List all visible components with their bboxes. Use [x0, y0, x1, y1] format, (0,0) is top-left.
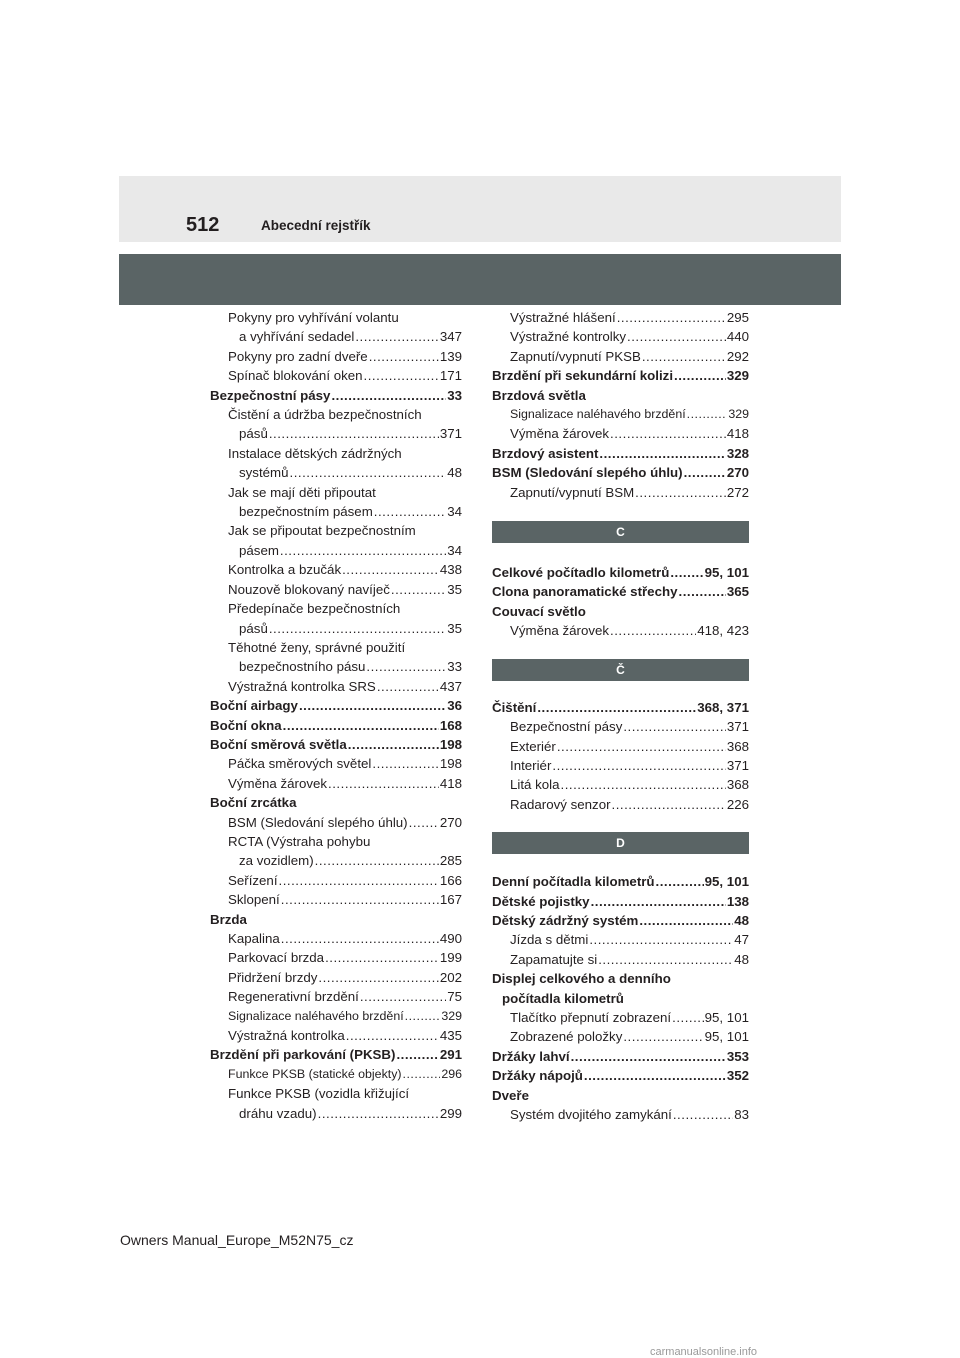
footer-manual-id: Owners Manual_Europe_M52N75_cz — [120, 1232, 354, 1248]
index-entry — [210, 405, 462, 424]
index-entry-text: a vyhřívání sedadel — [239, 329, 355, 345]
dot-leader — [318, 968, 438, 987]
index-entry-text: systémů — [239, 465, 289, 481]
section-header-d: D — [492, 832, 749, 854]
index-entry-text: Interiér — [510, 757, 552, 773]
index-entry — [492, 911, 749, 930]
dot-leader — [372, 754, 438, 773]
index-entry — [210, 424, 462, 443]
index-page-ref: 418 — [726, 426, 749, 442]
dot-leader — [342, 560, 439, 579]
index-entry-text: Předepínače bezpečnostních — [228, 601, 401, 617]
dot-leader — [328, 774, 439, 793]
index-entry — [210, 619, 462, 638]
index-entry-text: Brzdový asistent — [492, 445, 599, 461]
index-entry-text: Boční zrcátka — [210, 795, 297, 811]
index-entry-text: Jízda s dětmi — [510, 932, 589, 948]
index-page-ref: 418, 423 — [697, 623, 749, 639]
index-page-ref: 371 — [726, 757, 749, 773]
index-entry — [210, 463, 462, 482]
dot-leader — [283, 716, 439, 735]
index-entry — [210, 638, 462, 657]
dot-leader — [374, 502, 446, 521]
index-entry-text: Dětský zádržný systém — [492, 912, 639, 928]
index-entry-text: Displej celkového a denního — [492, 971, 671, 987]
index-page-ref: 34 — [447, 542, 462, 558]
index-page-ref: 440 — [726, 329, 749, 345]
index-entry — [210, 677, 462, 696]
dot-leader — [331, 386, 446, 405]
index-entry-text: pásem — [239, 542, 279, 558]
dot-leader — [318, 1104, 439, 1123]
index-entry-text: Zobrazené položky — [510, 1029, 623, 1045]
index-page-ref: 48 — [734, 912, 749, 928]
index-entry-text: Držáky lahví — [492, 1048, 570, 1064]
index-entry-text: Výstražná kontrolka SRS — [228, 678, 376, 694]
dot-leader — [591, 892, 726, 911]
index-entry-text: Exteriér — [510, 738, 556, 754]
dot-leader — [348, 735, 439, 754]
index-entry-text: Brzdová světla — [492, 387, 586, 403]
index-page-ref: 295 — [726, 310, 749, 325]
index-page-ref: 226 — [726, 796, 749, 812]
dot-leader — [656, 872, 704, 891]
index-group-d — [492, 872, 749, 1124]
index-page-ref: 95, 101 — [704, 565, 749, 581]
index-page-ref: 138 — [726, 893, 749, 909]
dot-leader — [366, 657, 446, 676]
dot-leader — [617, 308, 726, 327]
index-page-ref: 368, 371 — [697, 699, 749, 715]
index-entry-text: Čištění — [492, 699, 537, 715]
index-entry-text: Výstražné hlášení — [510, 310, 616, 325]
index-entry — [492, 582, 749, 601]
index-entry — [210, 366, 462, 385]
dot-leader — [325, 948, 439, 967]
index-entry — [492, 698, 749, 717]
index-entry — [492, 405, 749, 424]
index-entry-text: Clona panoramatické střechy — [492, 584, 678, 600]
dot-leader — [280, 541, 446, 560]
dot-leader — [589, 930, 733, 949]
index-entry — [210, 910, 462, 929]
index-entry-text: Zapnutí/vypnutí PKSB — [510, 348, 641, 364]
index-entry-text: Dětské pojistky — [492, 893, 590, 909]
index-page-ref: 368 — [726, 777, 749, 793]
index-page-ref: 438 — [439, 562, 462, 578]
index-entry — [492, 717, 749, 736]
index-page-ref: 270 — [439, 814, 462, 830]
index-entry — [492, 327, 749, 346]
dot-leader — [673, 1105, 733, 1124]
dot-leader — [281, 929, 439, 948]
index-entry — [210, 696, 462, 715]
index-page-ref: 329 — [728, 407, 749, 422]
dot-leader — [610, 621, 696, 640]
index-entry — [492, 950, 749, 969]
dot-leader — [403, 1065, 441, 1084]
index-page-ref: 166 — [439, 872, 462, 888]
index-entry-text: počítadla kilometrů — [502, 990, 624, 1006]
dot-leader — [684, 463, 726, 482]
index-entry — [492, 366, 749, 385]
index-entry — [492, 563, 749, 582]
dot-leader — [364, 366, 439, 385]
index-entry — [210, 987, 462, 1006]
index-page-ref: 296 — [441, 1066, 462, 1081]
dot-leader — [299, 696, 446, 715]
index-entry-text: Pokyny pro zadní dveře — [228, 348, 368, 364]
index-page-ref: 329 — [726, 368, 749, 384]
index-entry-text: Jak se připoutat bezpečnostním — [228, 523, 416, 539]
index-entry-text: pásů — [239, 620, 268, 636]
index-entry — [492, 483, 749, 502]
index-group-c-caron — [492, 698, 749, 814]
index-page-ref: 202 — [439, 969, 462, 985]
section-header-c: C — [492, 521, 749, 543]
dot-leader — [639, 911, 733, 930]
index-entry-text: Přidržení brzdy — [228, 969, 318, 985]
index-entry-text: Tlačítko přepnutí zobrazení — [510, 1009, 672, 1025]
index-page-ref: 83 — [734, 1107, 749, 1122]
index-entry — [210, 968, 462, 987]
index-entry — [492, 347, 749, 366]
dot-leader — [627, 327, 726, 346]
index-entry-text: RCTA (Výstraha pohybu — [228, 833, 371, 849]
dot-leader — [269, 424, 439, 443]
index-entry — [210, 832, 462, 851]
index-entry — [210, 599, 462, 618]
index-entry-text: Jak se mají děti připoutat — [228, 484, 376, 500]
index-page-ref: 167 — [439, 892, 462, 908]
index-entry-text: Parkovací brzda — [228, 950, 325, 966]
index-entry-text: Výměna žárovek — [510, 426, 610, 442]
index-entry — [210, 327, 462, 346]
dot-leader — [346, 1026, 439, 1045]
index-entry-text: Výstražná kontrolka — [228, 1028, 345, 1044]
index-entry — [492, 1027, 749, 1046]
index-entry-text: Páčka směrových světel — [228, 756, 372, 772]
index-entry-text: Funkce PKSB (statické objekty) — [228, 1066, 402, 1081]
index-entry-text: Instalace dětských zádržných — [228, 445, 402, 461]
index-page-ref: 490 — [439, 931, 462, 946]
index-entry — [492, 1086, 749, 1105]
dot-leader — [623, 1027, 703, 1046]
index-entry — [492, 424, 749, 443]
index-entry-text: Kapalina — [228, 931, 280, 946]
dot-leader — [355, 327, 439, 346]
index-entry — [492, 775, 749, 794]
index-entry — [210, 793, 462, 812]
dot-leader — [623, 717, 725, 736]
index-entry — [492, 969, 749, 988]
index-entry — [492, 892, 749, 911]
index-entry — [210, 1104, 462, 1123]
dot-leader — [409, 813, 439, 832]
index-page-ref: 95, 101 — [704, 1009, 749, 1025]
index-entry — [492, 602, 749, 621]
index-entry-text: Celkové počítadlo kilometrů — [492, 565, 670, 581]
index-entry — [210, 929, 462, 948]
index-entry — [210, 521, 462, 540]
index-entry — [210, 1065, 462, 1084]
dot-leader — [396, 1045, 438, 1064]
index-entry-text: dráhu vzadu) — [239, 1105, 317, 1121]
index-column-left — [210, 308, 462, 1123]
header-bar — [119, 254, 841, 305]
dot-leader — [405, 1007, 441, 1026]
index-entry — [210, 948, 462, 967]
index-entry — [210, 444, 462, 463]
dot-leader — [552, 756, 725, 775]
index-entry-text: Sklopení — [228, 892, 280, 908]
index-page-ref: 95, 101 — [704, 874, 749, 890]
page-number: 512 — [186, 214, 220, 236]
index-entry — [210, 541, 462, 560]
index-entry — [492, 1047, 749, 1066]
index-entry-text: Zapnutí/vypnutí BSM — [510, 484, 635, 500]
index-entry — [210, 483, 462, 502]
index-entry-text: bezpečnostním pásem — [239, 504, 373, 520]
index-page-ref: 48 — [734, 951, 749, 967]
index-page-ref: 139 — [439, 348, 462, 364]
index-page-ref: 198 — [439, 756, 462, 772]
index-entry-text: Brzdění při sekundární kolizi — [492, 368, 674, 384]
index-entry-text: Boční okna — [210, 717, 282, 733]
index-page-ref: 285 — [439, 853, 462, 869]
dot-leader — [679, 582, 726, 601]
index-entry-text: Radarový senzor — [510, 796, 611, 812]
index-entry — [492, 621, 749, 640]
dot-leader — [269, 619, 446, 638]
index-entry-text: Dveře — [492, 1087, 529, 1103]
index-entry — [492, 308, 749, 327]
index-entry-text: Couvací světlo — [492, 603, 586, 619]
index-entry-text: Spínač blokování oken — [228, 368, 363, 384]
index-page-ref: 352 — [726, 1068, 749, 1084]
index-entry-text: Regenerativní brzdění — [228, 989, 359, 1005]
index-page-ref: 48 — [447, 465, 462, 481]
index-entry — [210, 851, 462, 870]
dot-leader — [598, 950, 733, 969]
index-entry-text: Signalizace naléhavého brzdění — [510, 407, 686, 422]
index-page-ref: 371 — [439, 426, 462, 442]
index-entry — [210, 890, 462, 909]
index-entry — [210, 1026, 462, 1045]
dot-leader — [369, 347, 439, 366]
index-page-ref: 371 — [726, 719, 749, 735]
dot-leader — [377, 677, 439, 696]
index-page-ref: 198 — [439, 736, 462, 752]
index-page-ref: 291 — [439, 1047, 462, 1063]
index-entry-text: Výstražné kontrolky — [510, 329, 627, 345]
dot-leader — [670, 563, 703, 582]
index-entry-text: Výměna žárovek — [510, 623, 610, 639]
dot-leader — [584, 1066, 726, 1085]
index-entry-text: Funkce PKSB (vozidla křižující — [228, 1086, 410, 1102]
index-entry — [210, 1007, 462, 1026]
index-entry — [210, 754, 462, 773]
index-entry — [210, 386, 462, 405]
index-entry-text: Kontrolka a bzučák — [228, 562, 342, 578]
index-entry-text: Nouzově blokovaný navíječ — [228, 581, 390, 597]
index-entry — [210, 580, 462, 599]
index-page-ref: 33 — [447, 659, 462, 675]
index-entry-text: Brzdění při parkování (PKSB) — [210, 1047, 396, 1063]
index-page-ref: 33 — [447, 387, 462, 403]
index-entry — [492, 737, 749, 756]
index-page-ref: 47 — [734, 932, 749, 948]
dot-leader — [281, 890, 439, 909]
index-entry — [492, 444, 749, 463]
index-entry — [210, 502, 462, 521]
dot-leader — [391, 580, 446, 599]
dot-leader — [674, 366, 726, 385]
index-entry-text: Signalizace naléhavého brzdění — [228, 1008, 404, 1023]
dot-leader — [279, 871, 439, 890]
index-entry — [210, 560, 462, 579]
index-page-ref: 347 — [439, 329, 462, 345]
index-entry — [492, 386, 749, 405]
index-entry — [210, 735, 462, 754]
index-entry — [210, 657, 462, 676]
index-page-ref: 437 — [439, 678, 462, 694]
index-entry-text: Těhotné ženy, správné použití — [228, 639, 406, 655]
index-entry — [210, 774, 462, 793]
index-entry-text: Seřízení — [228, 872, 278, 888]
index-page-ref: 199 — [439, 950, 462, 966]
index-page-ref: 329 — [441, 1008, 462, 1023]
header-band — [119, 176, 841, 242]
index-entry-text: Čistění a údržba bezpečnostních — [228, 407, 422, 423]
index-entry-text: BSM (Sledování slepého úhlu) — [492, 465, 683, 481]
index-entry-text: Bezpečnostní pásy — [510, 719, 623, 735]
index-page-ref: 328 — [726, 445, 749, 461]
index-entry — [210, 1084, 462, 1103]
index-page-ref: 292 — [726, 348, 749, 364]
index-column-right — [492, 308, 749, 1124]
index-page-ref: 35 — [447, 620, 462, 636]
index-entry-text: Systém dvojitého zamykání — [510, 1107, 672, 1122]
index-entry — [492, 989, 749, 1008]
index-entry — [492, 463, 749, 482]
index-entry — [210, 347, 462, 366]
index-entry-text: BSM (Sledování slepého úhlu) — [228, 814, 408, 830]
index-entry — [210, 871, 462, 890]
index-page-ref: 418 — [439, 775, 462, 791]
index-entry — [492, 872, 749, 891]
dot-leader — [315, 851, 439, 870]
index-entry-text: Boční airbagy — [210, 698, 298, 714]
index-entry-text: Brzda — [210, 911, 247, 927]
index-entry — [210, 1045, 462, 1064]
index-entry — [492, 930, 749, 949]
index-entry — [492, 1008, 749, 1027]
dot-leader — [557, 737, 726, 756]
index-page-ref: 368 — [726, 738, 749, 754]
index-page-ref: 365 — [726, 584, 749, 600]
index-page-ref: 272 — [726, 484, 749, 500]
index-group-c — [492, 563, 749, 641]
index-entry — [492, 1066, 749, 1085]
index-page-ref: 36 — [447, 698, 462, 714]
dot-leader — [635, 483, 726, 502]
index-page-ref: 171 — [439, 368, 462, 384]
index-entry-text: bezpečnostního pásu — [239, 659, 366, 675]
index-page-ref: 168 — [439, 717, 462, 733]
dot-leader — [599, 444, 725, 463]
index-entry — [492, 756, 749, 775]
index-page-ref: 35 — [447, 581, 462, 597]
index-entry-text: za vozidlem) — [239, 853, 314, 869]
index-entry-text: Pokyny pro vyhřívání volantu — [228, 310, 399, 325]
dot-leader — [687, 405, 728, 424]
index-entry — [210, 813, 462, 832]
dot-leader — [672, 1008, 703, 1027]
index-entry-text: pásů — [239, 426, 268, 442]
index-entry-text: Držáky nápojů — [492, 1068, 583, 1084]
index-entry — [492, 795, 749, 814]
index-entry — [210, 308, 462, 327]
dot-leader — [571, 1047, 726, 1066]
index-page-ref: 353 — [726, 1048, 749, 1064]
index-entry-text: Denní počítadla kilometrů — [492, 874, 655, 890]
dot-leader — [610, 424, 726, 443]
index-page-ref: 95, 101 — [704, 1029, 749, 1045]
dot-leader — [537, 698, 696, 717]
dot-leader — [360, 987, 446, 1006]
index-entry-text: Výměna žárovek — [228, 775, 328, 791]
index-page-ref: 270 — [726, 465, 749, 481]
index-page-ref: 435 — [439, 1028, 462, 1044]
dot-leader — [561, 775, 726, 794]
index-entry-text: Zapamatujte si — [510, 951, 598, 967]
index-page-ref: 34 — [447, 504, 462, 520]
watermark: carmanualsonline.info — [650, 1346, 758, 1358]
index-page-ref: 75 — [447, 989, 462, 1005]
dot-leader — [290, 463, 447, 482]
index-entry-text: Bezpečnostní pásy — [210, 387, 331, 403]
index-entry — [210, 716, 462, 735]
index-page-ref: 299 — [439, 1105, 462, 1121]
dot-leader — [612, 795, 726, 814]
page-title: Abecední rejstřík — [261, 218, 371, 233]
dot-leader — [642, 347, 726, 366]
index-entry-text: Boční směrová světla — [210, 736, 347, 752]
section-header-c-caron: Č — [492, 659, 749, 681]
index-entry — [492, 1105, 749, 1124]
index-group-b-continued — [492, 308, 749, 502]
index-entry-text: Litá kola — [510, 777, 560, 793]
